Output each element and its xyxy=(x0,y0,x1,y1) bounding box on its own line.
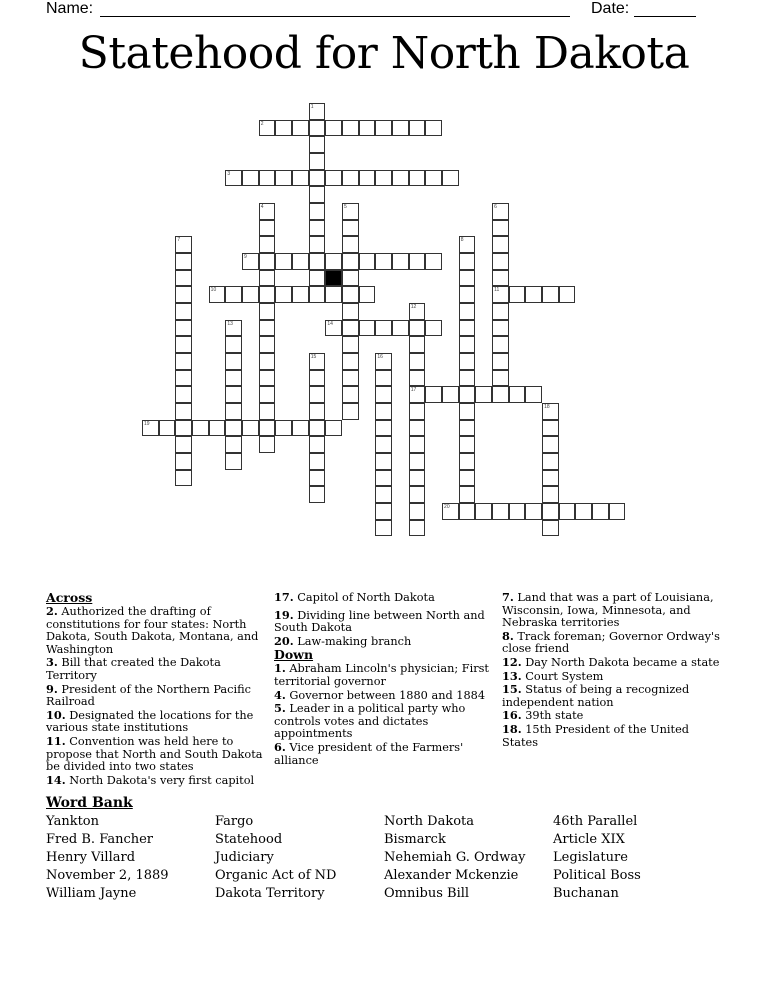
grid-cell[interactable] xyxy=(309,286,326,303)
grid-cell[interactable] xyxy=(259,203,276,220)
grid-cell[interactable] xyxy=(275,170,292,187)
grid-cell[interactable] xyxy=(409,503,426,520)
grid-cell[interactable] xyxy=(375,320,392,337)
grid-cell[interactable] xyxy=(175,336,192,353)
grid-cell[interactable] xyxy=(275,286,292,303)
word-bank-item: Fred B. Fancher xyxy=(46,832,154,847)
grid-cell[interactable] xyxy=(225,386,242,403)
grid-cell[interactable] xyxy=(392,120,409,137)
grid-cell[interactable] xyxy=(342,270,359,287)
grid-cell[interactable] xyxy=(159,420,176,437)
grid-cell[interactable] xyxy=(309,136,326,153)
grid-cell[interactable] xyxy=(342,303,359,320)
grid-cell[interactable] xyxy=(309,453,326,470)
grid-cell[interactable] xyxy=(175,270,192,287)
grid-cell[interactable] xyxy=(342,220,359,237)
clue-across-3: 3. Bill that created the Dakota Territory xyxy=(46,655,221,682)
grid-cell[interactable] xyxy=(409,486,426,503)
grid-cell[interactable] xyxy=(309,420,326,437)
clue-number: 2 xyxy=(260,120,264,127)
grid-cell[interactable] xyxy=(225,420,242,437)
grid-cell[interactable] xyxy=(359,120,376,137)
grid-cell[interactable] xyxy=(192,420,209,437)
word-bank-item: Alexander Mckenzie xyxy=(384,868,519,883)
grid-cell[interactable] xyxy=(492,253,509,270)
grid-cell[interactable] xyxy=(175,303,192,320)
grid-cell[interactable] xyxy=(259,353,276,370)
grid-cell[interactable] xyxy=(459,503,476,520)
grid-cell[interactable] xyxy=(175,386,192,403)
grid-cell[interactable] xyxy=(409,353,426,370)
grid-cell[interactable] xyxy=(425,386,442,403)
grid-cell[interactable] xyxy=(375,370,392,387)
grid-cell[interactable] xyxy=(525,503,542,520)
clue-across-11: 11. Convention was held here to propose that North and South Dakota be divided into two states xyxy=(46,733,263,774)
grid-cell[interactable] xyxy=(292,286,309,303)
grid-cell[interactable] xyxy=(342,353,359,370)
word-bank-item: Dakota Territory xyxy=(215,886,325,901)
grid-cell[interactable] xyxy=(459,403,476,420)
grid-cell[interactable] xyxy=(325,286,342,303)
grid-cell[interactable] xyxy=(492,203,509,220)
clue-number: 5 xyxy=(344,204,347,211)
grid-cell[interactable] xyxy=(259,370,276,387)
grid-cell[interactable] xyxy=(542,286,559,303)
grid-cell[interactable] xyxy=(309,353,326,370)
grid-cell[interactable] xyxy=(309,153,326,170)
grid-cell[interactable] xyxy=(442,170,459,187)
grid-cell[interactable] xyxy=(359,253,376,270)
grid-cell[interactable] xyxy=(259,386,276,403)
grid-cell[interactable] xyxy=(409,520,426,537)
clue-number: 19 xyxy=(144,420,150,427)
grid-cell[interactable] xyxy=(259,420,276,437)
grid-cell[interactable] xyxy=(459,286,476,303)
grid-cell[interactable] xyxy=(225,336,242,353)
grid-cell[interactable] xyxy=(209,286,226,303)
grid-cell[interactable] xyxy=(609,503,626,520)
down-heading: Down xyxy=(274,647,314,663)
grid-cell[interactable] xyxy=(342,253,359,270)
grid-cell[interactable] xyxy=(342,320,359,337)
clue-across-19: 19. Dividing line between North and South Dakota xyxy=(274,607,485,635)
clues-column-1 xyxy=(46,591,271,787)
grid-cell[interactable] xyxy=(459,270,476,287)
grid-cell[interactable] xyxy=(559,503,576,520)
grid-cell[interactable] xyxy=(309,486,326,503)
clue-across-9: 9. President of the Northern Pacific Railroad xyxy=(46,681,251,709)
grid-cell[interactable] xyxy=(342,403,359,420)
grid-cell[interactable] xyxy=(409,453,426,470)
word-bank-item: Nehemiah G. Ordway xyxy=(384,850,526,865)
grid-cell[interactable] xyxy=(275,420,292,437)
grid-cell[interactable] xyxy=(409,420,426,437)
name-label: Name: xyxy=(46,0,94,17)
grid-cell[interactable] xyxy=(375,170,392,187)
grid-cell[interactable] xyxy=(342,170,359,187)
grid-cell[interactable] xyxy=(259,303,276,320)
word-bank-list xyxy=(46,813,726,903)
grid-cell[interactable] xyxy=(359,320,376,337)
grid-cell[interactable] xyxy=(242,170,259,187)
word-bank-heading: Word Bank xyxy=(46,795,133,811)
grid-cell[interactable] xyxy=(309,203,326,220)
grid-cell[interactable] xyxy=(242,420,259,437)
clue-number: 11 xyxy=(494,287,500,294)
grid-cell[interactable] xyxy=(542,486,559,503)
grid-cell[interactable] xyxy=(459,486,476,503)
grid-cell[interactable] xyxy=(425,170,442,187)
word-bank-item: Bismarck xyxy=(384,832,446,847)
grid-cell[interactable] xyxy=(342,370,359,387)
grid-cell[interactable] xyxy=(559,286,576,303)
grid-cell[interactable] xyxy=(492,236,509,253)
grid-cell[interactable] xyxy=(292,420,309,437)
grid-cell[interactable] xyxy=(342,336,359,353)
across-heading: Across xyxy=(46,590,93,605)
clue-number: 13 xyxy=(227,320,233,327)
grid-cell[interactable] xyxy=(309,386,326,403)
grid-cell[interactable] xyxy=(309,470,326,487)
grid-cell[interactable] xyxy=(442,386,459,403)
clue-across-14: 14. North Dakota's very first capitol xyxy=(46,772,255,787)
word-bank-item: North Dakota xyxy=(384,814,474,829)
word-bank-item: Article XIX xyxy=(553,832,625,847)
clue-down-13: 13. Court System xyxy=(502,668,604,683)
grid-cell[interactable] xyxy=(459,303,476,320)
grid-cell[interactable] xyxy=(409,120,426,137)
clue-down-4: 4. Governor between 1880 and 1884 xyxy=(274,687,486,702)
date-label: Date: xyxy=(591,0,630,17)
grid-cell[interactable] xyxy=(459,470,476,487)
clue-down-12: 12. Day North Dakota became a state xyxy=(502,654,720,669)
grid-cell[interactable] xyxy=(325,170,342,187)
grid-cell[interactable] xyxy=(459,320,476,337)
grid-cell[interactable] xyxy=(492,386,509,403)
grid-cell[interactable] xyxy=(375,436,392,453)
grid-cell[interactable] xyxy=(375,486,392,503)
grid-cell[interactable] xyxy=(292,253,309,270)
clue-down-1: 1. Abraham Lincoln's physician; First territorial governor xyxy=(274,661,489,688)
grid-cell[interactable] xyxy=(259,336,276,353)
grid-cell[interactable] xyxy=(359,286,376,303)
grid-cell[interactable] xyxy=(375,120,392,137)
grid-cell[interactable] xyxy=(542,470,559,487)
grid-cell[interactable] xyxy=(175,253,192,270)
clue-across-10: 10. Designated the locations for the various state institutions xyxy=(46,707,254,735)
grid-cell[interactable] xyxy=(309,103,326,120)
grid-cell[interactable] xyxy=(309,236,326,253)
clue-number: 3 xyxy=(227,170,231,177)
grid-cell[interactable] xyxy=(259,436,276,453)
grid-cell[interactable] xyxy=(409,470,426,487)
grid-cell[interactable] xyxy=(575,503,592,520)
grid-cell[interactable] xyxy=(242,286,259,303)
grid-cell[interactable] xyxy=(375,520,392,537)
grid-cell[interactable] xyxy=(525,386,542,403)
grid-cell[interactable] xyxy=(375,503,392,520)
grid-cell[interactable] xyxy=(459,420,476,437)
clue-number: 20 xyxy=(444,504,450,511)
clue-number: 7 xyxy=(177,237,181,244)
word-bank-item: Fargo xyxy=(215,814,254,829)
grid-cell[interactable] xyxy=(392,170,409,187)
grid-cell[interactable] xyxy=(309,220,326,237)
grid-cell[interactable] xyxy=(342,120,359,137)
grid-cell[interactable] xyxy=(225,320,242,337)
grid-cell[interactable] xyxy=(209,420,226,437)
clue-across-20: 20. Law-making branch xyxy=(274,633,412,648)
grid-cell[interactable] xyxy=(475,386,492,403)
grid-cell[interactable] xyxy=(542,403,559,420)
clues-column-2 xyxy=(274,591,494,767)
grid-cell[interactable] xyxy=(375,470,392,487)
grid-cell[interactable] xyxy=(459,236,476,253)
grid-cell[interactable] xyxy=(392,253,409,270)
clue-down-18: 18. 15th President of the United States xyxy=(502,721,689,749)
grid-cell[interactable] xyxy=(475,503,492,520)
grid-cell[interactable] xyxy=(492,220,509,237)
grid-cell[interactable] xyxy=(175,286,192,303)
grid-cell[interactable] xyxy=(375,420,392,437)
grid-cell[interactable] xyxy=(459,453,476,470)
grid-cell[interactable] xyxy=(375,253,392,270)
clue-number: 8 xyxy=(460,237,464,244)
grid-cell[interactable] xyxy=(542,503,559,520)
grid-cell[interactable] xyxy=(259,403,276,420)
grid-cell[interactable] xyxy=(259,220,276,237)
grid-cell[interactable] xyxy=(492,370,509,387)
grid-cell[interactable] xyxy=(309,120,326,137)
word-bank xyxy=(46,795,726,903)
grid-cell[interactable] xyxy=(525,286,542,303)
grid-cell[interactable] xyxy=(309,403,326,420)
word-bank-item: Legislature xyxy=(553,850,628,865)
grid-cell[interactable] xyxy=(175,353,192,370)
grid-cell[interactable] xyxy=(225,436,242,453)
grid-cell[interactable] xyxy=(592,503,609,520)
grid-cell[interactable] xyxy=(459,436,476,453)
clue-down-6: 6. Vice president of the Farmers' alliance xyxy=(274,739,464,767)
grid-cell[interactable] xyxy=(442,503,459,520)
grid-cell[interactable] xyxy=(175,370,192,387)
grid-cell[interactable] xyxy=(409,403,426,420)
grid-cell[interactable] xyxy=(375,453,392,470)
grid-cell[interactable] xyxy=(175,453,192,470)
grid-cell[interactable] xyxy=(492,353,509,370)
grid-cell[interactable] xyxy=(459,370,476,387)
grid-cell[interactable] xyxy=(425,320,442,337)
grid-cell[interactable] xyxy=(309,253,326,270)
grid-cell[interactable] xyxy=(259,236,276,253)
grid-cell[interactable] xyxy=(292,120,309,137)
grid-cell[interactable] xyxy=(492,303,509,320)
word-bank-item: Statehood xyxy=(215,832,283,847)
grid-cell[interactable] xyxy=(509,386,526,403)
grid-cell[interactable] xyxy=(275,120,292,137)
grid-cell[interactable] xyxy=(309,436,326,453)
word-bank-item: Buchanan xyxy=(553,886,619,901)
grid-cell[interactable] xyxy=(309,186,326,203)
word-bank-item: Political Boss xyxy=(553,868,641,883)
grid-cell[interactable] xyxy=(309,370,326,387)
grid-cell[interactable] xyxy=(359,170,376,187)
grid-cell[interactable] xyxy=(542,436,559,453)
word-bank-item: Organic Act of ND xyxy=(215,868,337,883)
clue-down-16: 16. 39th state xyxy=(502,708,584,723)
clue-number: 4 xyxy=(260,204,264,211)
clue-across-2: 2. Authorized the drafting of constitutions for four states: North Dakota, South Dakota, Montana, and Washington xyxy=(46,604,259,656)
grid-cell[interactable] xyxy=(309,170,326,187)
grid-cell[interactable] xyxy=(325,320,342,337)
grid-cell[interactable] xyxy=(259,286,276,303)
grid-cell[interactable] xyxy=(175,470,192,487)
clue-number: 16 xyxy=(377,354,383,361)
grid-cell[interactable] xyxy=(509,503,526,520)
grid-cell[interactable] xyxy=(325,120,342,137)
grid-cell[interactable] xyxy=(409,386,426,403)
word-bank-item: Omnibus Bill xyxy=(384,886,470,901)
grid-cell[interactable] xyxy=(459,253,476,270)
grid-cell[interactable] xyxy=(292,170,309,187)
grid-cell[interactable] xyxy=(142,420,159,437)
grid-cell[interactable] xyxy=(175,420,192,437)
clue-number: 17 xyxy=(410,387,417,394)
word-bank-item: Judiciary xyxy=(215,850,274,865)
grid-cell[interactable] xyxy=(259,320,276,337)
grid-cell[interactable] xyxy=(375,386,392,403)
grid-cell[interactable] xyxy=(175,436,192,453)
grid-cell[interactable] xyxy=(325,420,342,437)
word-bank-item: William Jayne xyxy=(46,886,137,901)
grid-cell[interactable] xyxy=(259,253,276,270)
grid-cell[interactable] xyxy=(259,170,276,187)
word-bank-item: November 2, 1889 xyxy=(46,868,169,883)
grid-cell[interactable] xyxy=(409,320,426,337)
grid-cell[interactable] xyxy=(175,236,192,253)
grid-cell[interactable] xyxy=(542,453,559,470)
grid-cell[interactable] xyxy=(492,320,509,337)
grid-cell[interactable] xyxy=(259,270,276,287)
clue-number: 15 xyxy=(310,354,317,361)
grid-cell[interactable] xyxy=(225,353,242,370)
grid-cell[interactable] xyxy=(509,286,526,303)
grid-cell[interactable] xyxy=(342,286,359,303)
grid-cell[interactable] xyxy=(175,320,192,337)
grid-cell[interactable] xyxy=(459,353,476,370)
clue-number: 18 xyxy=(544,404,550,411)
clue-down-15: 15. Status of being a recognized independent nation xyxy=(502,682,690,709)
grid-cell[interactable] xyxy=(275,253,292,270)
grid-cell[interactable] xyxy=(375,403,392,420)
grid-cell[interactable] xyxy=(242,253,259,270)
grid-cell[interactable] xyxy=(259,120,276,137)
grid-cell[interactable] xyxy=(409,303,426,320)
clue-number: 14 xyxy=(327,320,333,327)
clue-number: 9 xyxy=(244,254,247,261)
grid-cell[interactable] xyxy=(225,170,242,187)
grid-cell[interactable] xyxy=(342,203,359,220)
grid-cell[interactable] xyxy=(542,520,559,537)
grid-cell[interactable] xyxy=(409,370,426,387)
grid-cell[interactable] xyxy=(492,270,509,287)
grid-cell[interactable] xyxy=(459,336,476,353)
grid-cell[interactable] xyxy=(225,453,242,470)
page-title: Statehood for North Dakota xyxy=(78,28,690,79)
word-bank-item: 46th Parallel xyxy=(553,814,638,829)
grid-cell[interactable] xyxy=(392,320,409,337)
grid-cell[interactable] xyxy=(409,253,426,270)
grid-cell[interactable] xyxy=(342,386,359,403)
grid-cell[interactable] xyxy=(309,270,326,287)
grid-cell[interactable] xyxy=(409,170,426,187)
grid-cell[interactable] xyxy=(425,120,442,137)
clue-number: 10 xyxy=(210,287,217,294)
grid-cell[interactable] xyxy=(325,253,342,270)
grid-cell[interactable] xyxy=(542,420,559,437)
clues-column-3 xyxy=(502,591,722,749)
grid-cell[interactable] xyxy=(175,403,192,420)
grid-cell[interactable] xyxy=(425,253,442,270)
grid-cell[interactable] xyxy=(375,353,392,370)
grid-cell[interactable] xyxy=(492,336,509,353)
clue-down-5: 5. Leader in a political party who controls votes and dictates appointments xyxy=(274,701,466,741)
word-bank-item: Henry Villard xyxy=(46,850,136,865)
black-cell xyxy=(325,270,342,287)
grid-cell[interactable] xyxy=(225,403,242,420)
grid-cell[interactable] xyxy=(225,286,242,303)
clue-across-17: 17. Capitol of North Dakota xyxy=(274,590,435,604)
clue-down-7: 7. Land that was a part of Louisiana, Wisconsin, Iowa, Minnesota, and Nebraska territories xyxy=(502,590,714,630)
grid-cell[interactable] xyxy=(342,236,359,253)
grid-cell[interactable] xyxy=(492,503,509,520)
clue-down-8: 8. Track foreman; Governor Ordway's close friend xyxy=(502,628,720,656)
word-bank-item: Yankton xyxy=(46,814,99,829)
grid-cell[interactable] xyxy=(492,286,509,303)
grid-cell[interactable] xyxy=(409,336,426,353)
clue-number: 6 xyxy=(494,204,497,211)
grid-cell[interactable] xyxy=(409,436,426,453)
grid-cell[interactable] xyxy=(459,386,476,403)
grid-cell[interactable] xyxy=(225,370,242,387)
clue-number: 12 xyxy=(410,304,417,311)
clue-number: 1 xyxy=(310,104,314,110)
